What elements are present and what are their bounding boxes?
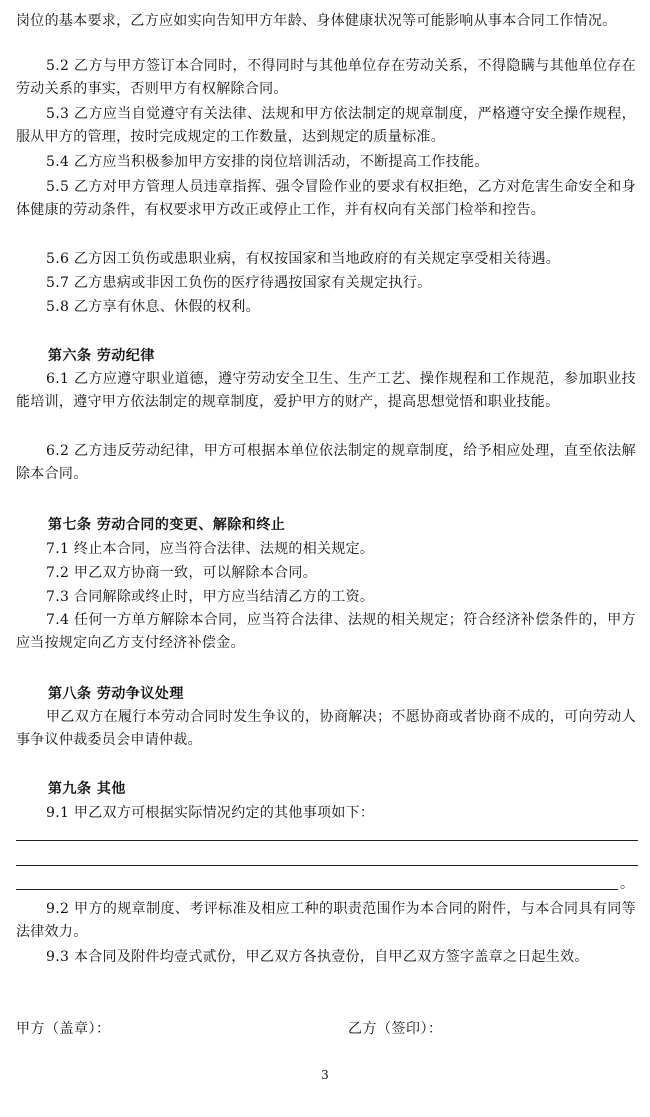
clause-7-1: 7.1 终止本合同，应当符合法律、法规的相关规定。 — [46, 541, 375, 557]
clause-5-3: 5.3 乙方应当自觉遵守有关法律、法规和甲方依法制定的规章制度，严格遵守安全操作规程，服从甲方的管理，按时完成规定的工作数量，达到规定的质量标准。 — [16, 106, 636, 145]
clause-9-2: 9.2 甲方的规章制度、考评标准及相应工种的职责范围作为本合同的附件，与本合同具有同等法律效力。 — [16, 901, 636, 940]
clause-5-2: 5.2 乙方与甲方签订本合同时，不得同时与其他单位存在劳动关系，不得隐瞒与其他单位存在劳动关系的事实，否则甲方有权解除合同。 — [16, 58, 636, 97]
party-b-sign-label: 乙方（签印）： — [348, 1021, 443, 1037]
blank-end-mark: 。 — [620, 876, 634, 892]
heading-article-7: 第七条 劳动合同的变更、解除和终止 — [48, 517, 286, 533]
clause-5-8: 5.8 乙方享有休息、休假的权利。 — [46, 299, 260, 315]
clause-9-1: 9.1 甲乙双方可根据实际情况约定的其他事项如下： — [46, 805, 375, 821]
blank-fill-line — [16, 840, 638, 841]
page-number: 3 — [321, 1068, 329, 1082]
blank-fill-line — [16, 865, 638, 866]
clause-5-4: 5.4 乙方应当积极参加甲方安排的岗位培训活动，不断提高工作技能。 — [46, 154, 489, 170]
heading-article-6: 第六条 劳动纪律 — [48, 348, 155, 364]
clause-6-2: 6.2 乙方违反劳动纪律，甲方可根据本单位依法制定的规章制度，给予相应处理，直至依法解除本合同。 — [16, 443, 636, 482]
party-a-seal-label: 甲方（盖章）： — [16, 1021, 111, 1037]
clause-6-1: 6.1 乙方应遵守职业道德，遵守劳动安全卫生、生产工艺、操作规程和工作规范，参加职业技能培训，遵守甲方依法制定的规章制度，爱护甲方的财产，提高思想觉悟和职业技能。 — [16, 371, 636, 410]
clause-9-3: 9.3 本合同及附件均壹式贰份，甲乙双方各执壹份，自甲乙双方签字盖章之日起生效。 — [46, 949, 589, 965]
clause-7-2: 7.2 甲乙双方协商一致，可以解除本合同。 — [46, 565, 318, 581]
heading-article-9: 第九条 其他 — [48, 781, 126, 797]
clause-5-7: 5.7 乙方患病或非因工负伤的医疗待遇按国家有关规定执行。 — [46, 275, 432, 291]
clause-7-4: 7.4 任何一方单方解除本合同，应当符合法律、法规的相关规定；符合经济补偿条件的，甲方应当按规定向乙方支付经济补偿金。 — [16, 612, 636, 651]
paragraph-job-requirements: 岗位的基本要求，乙方应如实向告知甲方年龄、身体健康状况等可能影响从事本合同工作情况。 — [16, 13, 617, 29]
clause-5-6: 5.6 乙方因工负伤或患职业病，有权按国家和当地政府的有关规定享受相关待遇。 — [46, 251, 561, 267]
clause-7-3: 7.3 合同解除或终止时，甲方应当结清乙方的工资。 — [46, 589, 375, 605]
blank-fill-line — [16, 889, 618, 890]
clause-5-5: 5.5 乙方对甲方管理人员违章指挥、强令冒险作业的要求有权拒绝，乙方对危害生命安全和身体健康的劳动条件，有权要求甲方改正或停止工作，并有权向有关部门检举和控告。 — [16, 179, 636, 218]
article-8-body: 甲乙双方在履行本劳动合同时发生争议的，协商解决；不愿协商或者协商不成的，可向劳动人事争议仲裁委员会申请仲裁。 — [16, 709, 636, 748]
heading-article-8: 第八条 劳动争议处理 — [48, 686, 184, 702]
